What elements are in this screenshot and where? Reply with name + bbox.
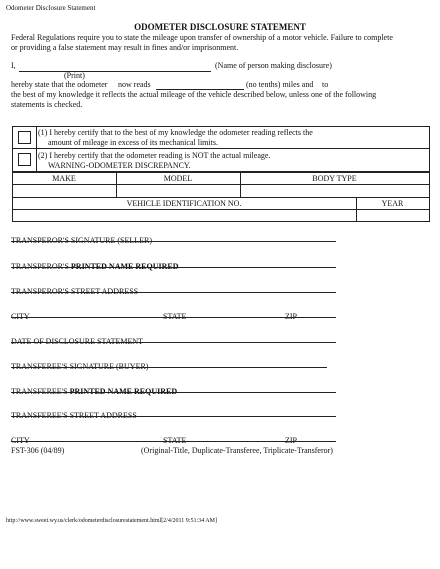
year-field[interactable] (357, 210, 429, 221)
options-row-divider (12, 148, 429, 149)
header-make: MAKE (52, 174, 76, 183)
vin-field[interactable] (12, 210, 356, 221)
body-type-field[interactable] (241, 185, 429, 197)
transferor-city-label: CITY (11, 312, 30, 321)
model-field[interactable] (117, 185, 240, 197)
make-field[interactable] (12, 185, 116, 197)
buyer-signature-line[interactable] (11, 367, 327, 368)
statement-tenths: (no tenths) miles and (246, 80, 314, 89)
copies-distribution: (Original-Title, Duplicate-Transferee, Triplicate-Transferor) (141, 446, 333, 455)
transferor-printed-name-line[interactable] (11, 267, 336, 268)
name-caption: (Name of person making disclosure) (215, 61, 332, 70)
option-2-line-1: (2) I hereby certify that the odometer reading is NOT the actual mileage. (38, 151, 271, 160)
page-header-label: Odometer Disclosure Statement (6, 4, 96, 12)
transferor-state-label: STATE (163, 312, 187, 321)
statement-now-reads: now reads (118, 80, 151, 89)
option-2-checkbox[interactable] (18, 153, 31, 166)
transferee-state-label: STATE (163, 436, 187, 445)
seller-signature-label: TRANSPEROR'S SIGNATURE (SELLER) (11, 236, 153, 245)
option-1-line-2: amount of mileage in excess of its mechanical limits. (48, 138, 218, 147)
name-prefix: I, (11, 61, 16, 70)
transferee-street-line[interactable] (11, 416, 336, 417)
header-vin: VEHICLE IDENTIFICATION NO. (126, 199, 242, 208)
buyer-signature-label: TRANSFEREE'S SIGNATURE (BUYER) (11, 362, 149, 371)
statement-part-a: hereby state that the odometer (11, 80, 108, 89)
transferor-printed-required: PRINTED NAME REQUIRED (70, 262, 179, 271)
header-year: YEAR (381, 199, 404, 208)
transferor-city-state-zip-line[interactable] (11, 317, 336, 318)
statement-to: to (322, 80, 329, 89)
transferor-street-label: TRANSPEROR'S STREET ADDRESS (11, 287, 139, 296)
date-disclosure-label: DATE OF DISCLOSURE STATEMENT (11, 337, 144, 346)
transferee-zip-label: ZIP (285, 436, 297, 445)
regulation-line-2: or providing a false statement may result in fines and/or imprisonment. (11, 43, 239, 52)
date-disclosure-line[interactable] (11, 342, 336, 343)
transferee-city-label: CITY (11, 436, 30, 445)
seller-signature-line[interactable] (11, 241, 336, 242)
transferor-zip-label: ZIP (285, 312, 297, 321)
transferee-city-state-zip-line[interactable] (11, 441, 336, 442)
transferor-street-line[interactable] (11, 292, 336, 293)
form-title: ODOMETER DISCLOSURE STATEMENT (134, 22, 306, 32)
regulation-line-1: Federal Regulations require you to state the mileage upon transfer of ownership of a motor vehicle. Failure to complete (11, 33, 393, 42)
header-model: MODEL (163, 174, 193, 183)
statement-line-2: the best of my knowledge it reflects the actual mileage of the vehicle described below, unless one of the following (11, 90, 377, 99)
vehicle-table-row-2 (12, 197, 429, 198)
statement-line-3: statements is checked. (11, 100, 83, 109)
transferee-printed-name-line[interactable] (11, 392, 336, 393)
option-1-line-1: (1) I hereby certify that to the best of my knowledge the odometer reading reflects the (38, 128, 313, 137)
transferee-street-label: TRANSFEREE'S STREET ADDRESS (11, 411, 137, 420)
footer-url: http://www.sweet.wy.us/clerk/odometerdisclosurestatement.html[2/4/2011 9:51:34 AM] (6, 518, 217, 524)
transferee-printed-required: PRINTED NAME REQUIRED (69, 387, 178, 396)
transferee-printed-prefix: TRANSFEREE'S (11, 387, 68, 396)
transferor-printed-prefix: TRANSPEROR'S (11, 262, 69, 271)
header-body-type: BODY TYPE (312, 174, 357, 183)
name-input-line[interactable] (19, 71, 211, 72)
print-caption: (Print) (64, 71, 85, 80)
option-2-line-2: WARNING-ODOMETER DISCREPANCY. (48, 161, 191, 170)
form-number: FST-306 (04/89) (11, 446, 65, 455)
option-1-checkbox[interactable] (18, 131, 31, 144)
